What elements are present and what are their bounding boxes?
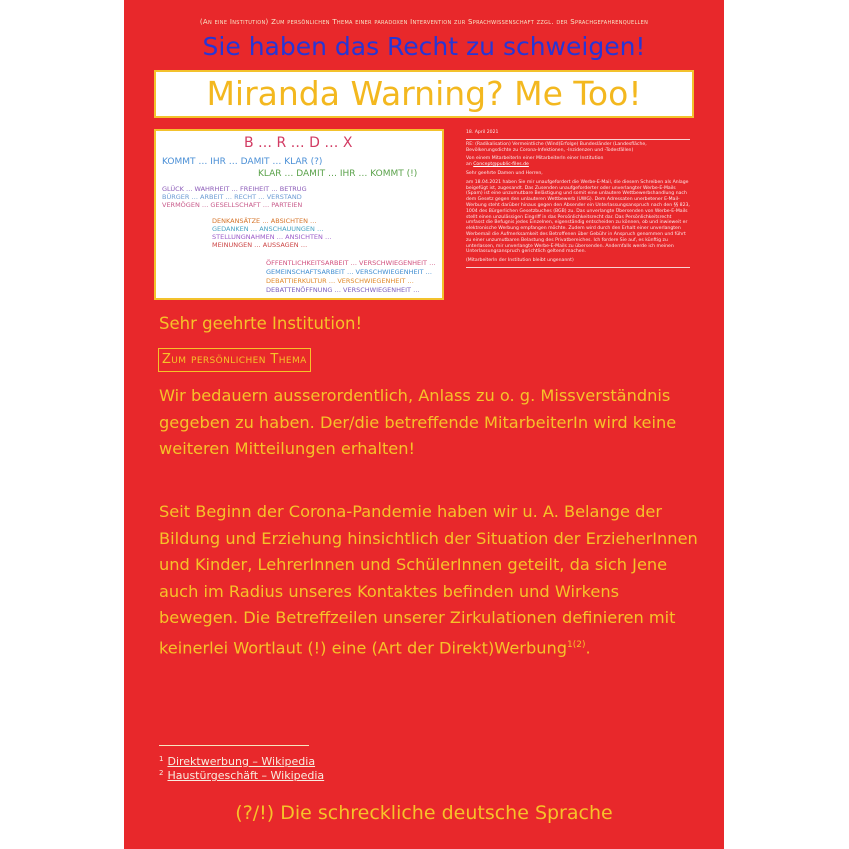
- collage-block3-line: DEBATTIERKULTUR … VERSCHWIEGENHEIT …: [266, 277, 414, 285]
- greeting: Sehr geehrte Institution!: [159, 314, 363, 333]
- footnote-1: [159, 755, 315, 768]
- paragraph-2: [159, 499, 699, 661]
- letter-closing: (MitarbeiterIn der Institution bleibt ungenannt): [466, 258, 574, 264]
- collage-block3-line: ÖFFENTLICHKEITSARBEIT … VERSCHWIEGENHEIT …: [266, 259, 436, 267]
- letter-excerpt: [466, 130, 690, 270]
- footnote-divider: [159, 745, 309, 746]
- word-collage-image: [154, 129, 444, 300]
- letter-date: 18. April 2021: [466, 130, 499, 135]
- footnote-2: [159, 769, 324, 782]
- letter-from: [466, 156, 690, 168]
- letter-email-prefix: an: [466, 162, 472, 168]
- footnote-link-haustuergeschaeft[interactable]: Haustürgeschäft – Wikipedia: [167, 769, 325, 782]
- letter-body: am 18.04.2021 haben Sie mir unaufgefordert die Werbe-E-Mail, die diesem Schreiben als Anlage beigefügt ist, zugesandt. Das Zusenden unaufgeforderter oder unverlangter Werbe-E-Mails (Spam) ist eine unzumutbare Belästigung und somit eine unlautere Wettbewerbshandlung nach dem Gesetz gegen den unlauteren Wettbewerb (UWG). Dem Adressaten unerbetener E-Mail-Werbung steht darüber hinaus gegen den Absender ein Unterlassungsanspruch nach den §§ 823, 1004 des Bürgerlichen Gesetzbuches (BGB) zu. Das unverlangte Übersenden von Werbe-E-Mails stellt einen unzulässigen Eingriff in das Persönlichkeitsrecht dar. Das Persönlichkeitsrecht umfasst die Befugnis jedes Einzelnen, eigenständig entscheiden zu können, ob und inwieweit er elektronische Werbung empfangen möchte. Zudem wird durch den Erhalt einer unverlangten Werbemail die Aufmerksamkeit des Betroffenen über Gebühr in Anspruch genommen und führt zu einer unzumutbaren Belastung des Privatbereiches. Ich fordere Sie auf, es künftig zu unterlassen, mir unverlangte Werbe-E-Mails zu übersenden. Andernfalls werde ich meinen Unterlassungsanspruch gerichtlich geltend machen.: [466, 179, 690, 255]
- letter-from-text: Von einem MitarbeiterIn einer MitarbeiterIn einer Institution: [466, 156, 604, 162]
- collage-top-line: B … R … D … X: [244, 135, 353, 151]
- collage-block2-line: STELLUNGNAHMEN … ANSICHTEN …: [212, 233, 332, 241]
- collage-line-3: KLAR … DAMIT … IHR … KOMMT (!): [258, 169, 418, 179]
- subject-box: Zum persönlichen Thema: [158, 348, 311, 372]
- letter-email-link[interactable]: Concept@public-files.de: [473, 162, 529, 168]
- footnote-number: 1: [159, 755, 164, 763]
- collage-block2-line: MEINUNGEN … AUSSAGEN …: [212, 241, 308, 249]
- paragraph-2-text: Seit Beginn der Corona-Pandemie haben wir u. A. Belange der Bildung und Erziehung hinsichtlich der Situation der ErzieherInnen und Kinder, LehrerInnen und SchülerInnen geteilt, da sich Jene auch im Radius unseres Kontaktes befinden und Wirkens bewegen. Die Betreffzeilen unserer Zirkulationen definieren mit keinerlei Wortlaut (!) eine (Art der Direkt)Werbung: [159, 502, 698, 657]
- collage-block1-line: VERMÖGEN … GESELLSCHAFT … PARTEIEN: [162, 201, 303, 209]
- footnote-number: 2: [159, 769, 164, 777]
- bottom-headline: (?/!) Die schreckliche deutsche Sprache: [235, 802, 613, 824]
- collage-block1-line: BÜRGER … ARBEIT … RECHT … VERSTAND: [162, 193, 302, 201]
- boxed-title: Miranda Warning? Me Too!: [154, 70, 694, 118]
- page-title: Sie haben das Recht zu schweigen!: [202, 32, 646, 61]
- collage-line-2: KOMMT … IHR … DAMIT … KLAR (?): [162, 157, 323, 167]
- collage-block2-line: GEDANKEN … ANSCHAUUNGEN …: [212, 225, 324, 233]
- letter-re: RE: (Radikalisation) Vermeintliche (Wind)Erfolge) Bundesländer (Landesfläche, Bevölkerungsdichte zu Corona-Infektionen, -Inzidenzen und -Todesfällen): [466, 141, 647, 153]
- header-meta-line: (An eine Institution) Zum persönlichen Thema einer paradoxen Intervention zur Sprachwissenschaft zzgl. der Sprachgefahrenquellen: [199, 18, 649, 26]
- footnote-link-direktwerbung[interactable]: Direktwerbung – Wikipedia: [167, 755, 316, 768]
- collage-block1-line: GLÜCK … WAHRHEIT … FREIHEIT … BETRUG: [162, 185, 307, 193]
- collage-block2-line: DENKANSÄTZE … ABSICHTEN …: [212, 217, 317, 225]
- collage-block3-line: DEBATTENÖFFNUNG … VERSCHWIEGENHEIT …: [266, 286, 420, 294]
- document-page: [124, 0, 724, 849]
- letter-salutation: Sehr geehrte Damen und Herren,: [466, 170, 543, 176]
- paragraph-1: Wir bedauern ausserordentlich, Anlass zu o. g. Missverständnis gegeben zu haben. Der/die betreffende MitarbeiterIn wird keine weiteren Mitteilungen erhalten!: [159, 386, 677, 458]
- paragraph-2-end: .: [585, 637, 591, 657]
- footnote-ref[interactable]: 1(2): [567, 639, 586, 650]
- collage-block3-line: GEMEINSCHAFTSARBEIT … VERSCHWIEGENHEIT …: [266, 268, 433, 276]
